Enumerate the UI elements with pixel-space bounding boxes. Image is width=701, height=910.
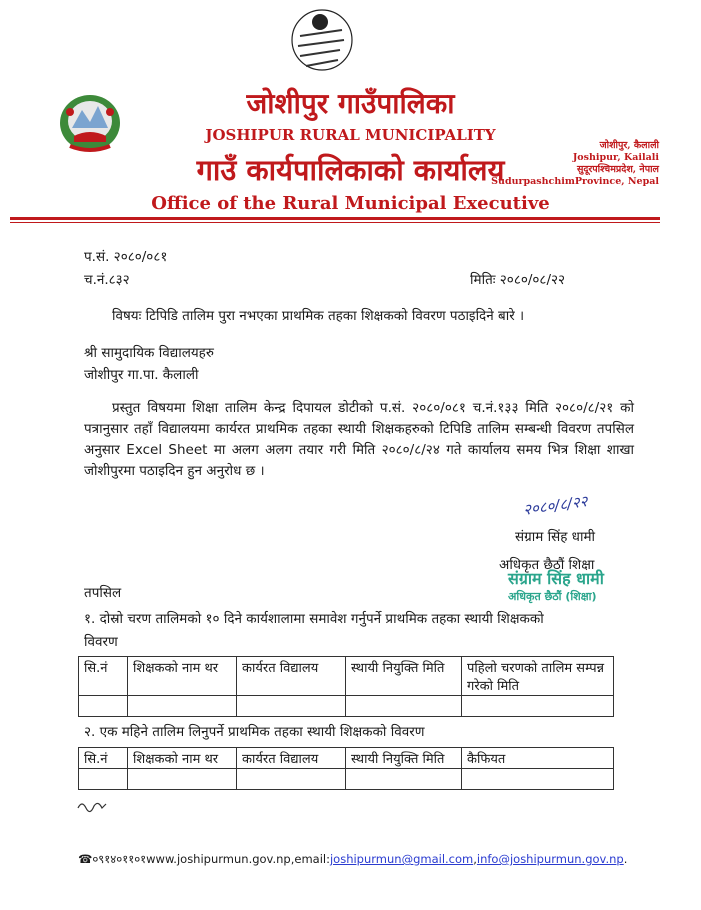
municipality-name-english: JOSHIPUR RURAL MUNICIPALITY [205, 126, 496, 144]
address-line: Joshipur, Kailali [572, 152, 659, 163]
table-header-cell: कैफियत [462, 748, 614, 769]
address-line: SudurpashchimProvince, Nepal [491, 176, 659, 187]
letter-body [84, 398, 634, 482]
table-row [79, 769, 614, 790]
footer-end: . [623, 852, 628, 866]
table-header-cell: सि.नं [79, 657, 128, 696]
recipient-line-1: श्री सामुदायिक विद्यालयहरु [84, 345, 214, 361]
footer-separator: , [473, 852, 477, 866]
letter-subject: विषयः टिपिडि तालिम पुरा नभएका प्राथमिक तहका शिक्षकको विवरण पठाइदिने बारे । [112, 308, 525, 324]
table-header-row [79, 748, 614, 769]
table-row [79, 696, 614, 717]
office-name-english: Office of the Rural Municipal Executive [151, 193, 550, 214]
signatory-title: अधिकृत छैठौं शिक्षा [499, 557, 595, 573]
recipient-line-2: जोशीपुर गा.पा. कैलाली [84, 367, 199, 383]
stamp-title: अधिकृत छैठौं (शिक्षा) [508, 590, 597, 603]
signature-block [499, 492, 596, 573]
table-header-cell: शिक्षकको नाम थर [128, 748, 237, 769]
table-header-cell: कार्यरत विद्यालय [237, 657, 346, 696]
handwritten-signature: २०८०/८/२२ [522, 492, 589, 519]
handwritten-initial [76, 796, 108, 816]
signatory-name: संग्राम सिंह धामी [515, 529, 596, 545]
municipality-name-nepali: जोशीपुर गाउँपालिका [246, 87, 455, 120]
header-divider [10, 217, 660, 220]
footer-phone-web: ०९१४०११०१www.joshipurmun.gov.np,email: [92, 852, 330, 866]
email-link-gmail[interactable]: joshipurmun@gmail.com [329, 852, 474, 866]
letter-ps-number: प.सं. २०८०/०८१ [84, 249, 168, 265]
letter-date: मितिः २०८०/०८/२२ [470, 272, 566, 288]
address-line: सुदूरपश्चिमप्रदेश, नेपाल [576, 164, 659, 175]
annex-item-1: १. दोस्रो चरण तालिमको १० दिने कार्यशालामा समावेश गर्नुपर्ने प्राथमिक तहका स्थायी शिक्षकको [84, 611, 544, 627]
annex-heading: तपसिल [84, 585, 122, 601]
office-round-stamp [282, 4, 362, 82]
office-name-nepali: गाउँ कार्यपालिकाको कार्यालय [196, 153, 505, 187]
annex-item-1-continued: विवरण [84, 634, 118, 650]
teacher-table-2 [78, 747, 614, 790]
table-header-cell: स्थायी नियुक्ति मिति [346, 657, 462, 696]
table-header-cell: कार्यरत विद्यालय [237, 748, 346, 769]
header-divider-thin [10, 222, 660, 223]
stamp-name: संग्राम सिंह धामी [508, 569, 604, 588]
phone-icon: ☎ [78, 852, 93, 866]
table-header-row [79, 657, 614, 696]
official-name-stamp [508, 567, 604, 604]
table-header-cell: सि.नं [79, 748, 128, 769]
footer-contact [78, 852, 627, 867]
teacher-table-1 [78, 656, 614, 717]
office-address [491, 140, 659, 188]
table-header-cell: स्थायी नियुक्ति मिति [346, 748, 462, 769]
letter-dispatch-number: च.नं.८३२ [84, 272, 130, 288]
address-line: जोशीपुर, कैलाली [599, 140, 659, 151]
letter-body-text: प्रस्तुत विषयमा शिक्षा तालिम केन्द्र दिपायल डोटीको प.सं. २०८०/०८१ च.नं.१३३ मिति २०८०/८/२१ को पत्रानुसार तहाँ विद्यालयमा कार्यरत प्राथमिक तहका स्थायी शिक्षकहरुको टिपिडि तालिम सम्बन्धी विवरण तपसिल अनुसार Excel Sheet मा अलग अलग तयार गरी मिति २०८०/८/२४ गते कार्यालय समय भित्र शिक्षा शाखा जोशीपुरमा पठाइदिन हुन अनुरोध छ । [84, 400, 634, 479]
email-link-info[interactable]: info@joshipurmun.gov.np [476, 852, 624, 866]
table-header-cell: पहिलो चरणको तालिम सम्पन्न गरेको मिति [462, 657, 614, 696]
table-header-cell: शिक्षकको नाम थर [128, 657, 237, 696]
annex-item-2: २. एक महिने तालिम लिनुपर्ने प्राथमिक तहका स्थायी शिक्षकको विवरण [84, 724, 425, 740]
